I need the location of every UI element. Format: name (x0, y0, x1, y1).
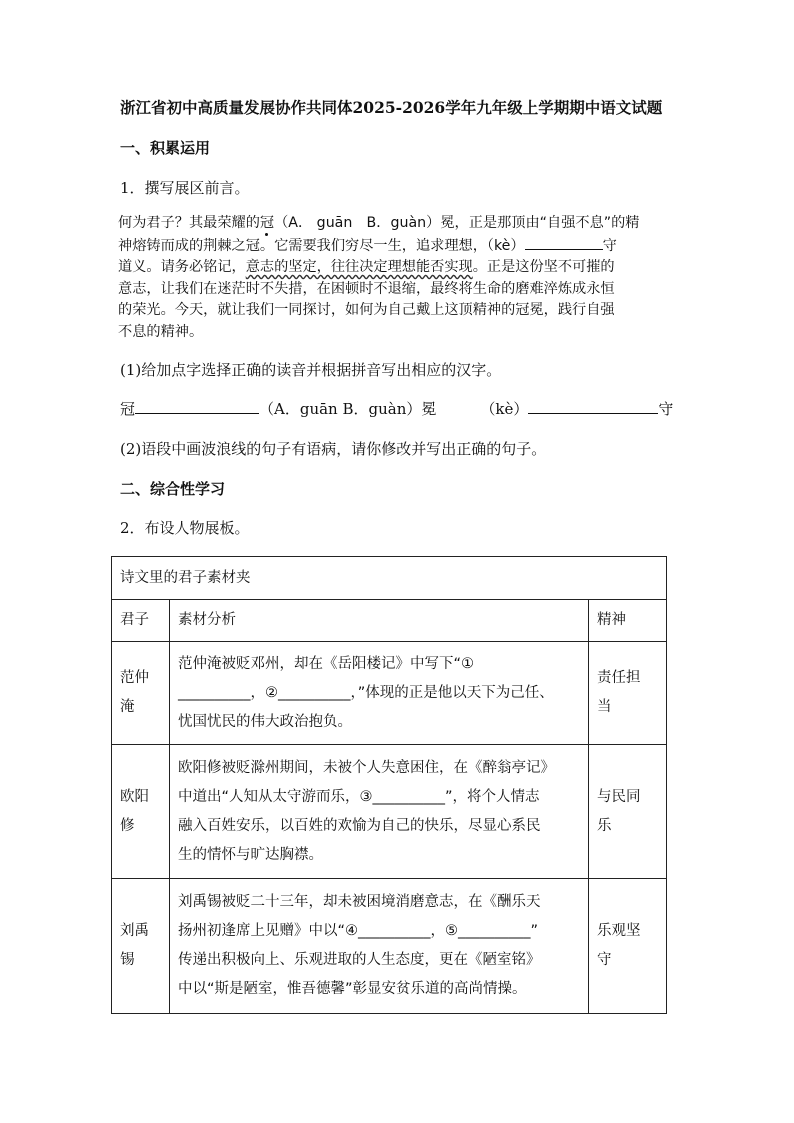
analysis-cell: 刘禹锡被贬二十三年，却未被困境消磨意志，在《酬乐天 扬州初逢席上见赠》中以“④__________，⑤__________” 传递出积极向上、乐观进取的人生态度，更在《陋室铭》 中以“斯是陋室，惟吾德馨”彰显安贫乐道的高尚情操。 (170, 879, 589, 1014)
dotted-char-guan: 冠 (259, 215, 275, 231)
question-1-passage (118, 213, 678, 343)
passage-line-2: 神熔铸而成的荆棘之冠。它需要我们穷尽一生，追求理想，（kè） 守 (118, 235, 678, 258)
sub-question-2: (2)语段中画波浪线的句子有语病，请你修改并写出正确的句子。 (120, 440, 547, 458)
passage-line-5: 的荣光。今天，就让我们一同探讨，如何为自己戴上这顶精神的冠冕，践行自强 (118, 302, 615, 318)
sub-question-1: (1)给加点字选择正确的读音并根据拼音写出相应的汉字。 (120, 361, 502, 379)
material-table (111, 556, 667, 1014)
passage-line-3: 道义。请务必铭记，意志的坚定，往往决定理想能否实现。正是这份坚不可摧的 (118, 259, 615, 275)
answer-blank-pronunciation[interactable] (135, 399, 259, 414)
section-heading-comprehensive: 二、综合性学习 (120, 480, 226, 498)
passage-blank[interactable] (525, 235, 603, 250)
section-heading-accumulation: 一、积累运用 (120, 139, 211, 157)
fill-in-row: 冠 （A．guān B．guàn）冕 （kè） 守 (120, 400, 674, 418)
question-2-prompt: 2．布设人物展板。 (120, 519, 250, 537)
passage-line-6: 不息的精神。 (118, 323, 204, 340)
passage-line-4: 意志，让我们在迷茫时不失措，在困顿时不退缩，最终将生命的磨难淬炼成永恒 (118, 280, 615, 297)
passage-line-1: 何为君子？其最荣耀的冠（A． guān B．guàn）冕，正是那顶由“自强不息”的精 (118, 215, 640, 231)
header-spirit: 精神 (589, 600, 667, 642)
spirit-cell: 责任担 当 (589, 642, 667, 745)
analysis-cell: 欧阳修被贬滁州期间，未被个人失意困住，在《醉翁亭记》 中道出“人知从太守游而乐，③__________”，将个人情志 融入百姓安乐，以百姓的欢愉为自己的快乐，尽显心系民 生的情怀与旷达胸襟。 (170, 745, 589, 879)
person-name: 范仲 淹 (112, 642, 170, 745)
analysis-cell: 范仲淹被贬邓州，却在《岳阳楼记》中写下“① __________，②__________，”体现的正是他以天下为己任、 忧国忧民的伟大政治抱负。 (170, 642, 589, 745)
table-caption: 诗文里的君子素材夹 (112, 557, 667, 600)
header-gentleman: 君子 (112, 600, 170, 642)
person-name: 欧阳 修 (112, 745, 170, 879)
spirit-cell: 与民同 乐 (589, 745, 667, 879)
answer-blank-character[interactable] (528, 399, 658, 414)
person-name: 刘禹 锡 (112, 879, 170, 1014)
wavy-underlined-sentence: 意志的坚定，往往决定理想能否实现 (245, 259, 473, 275)
document-title: 浙江省初中高质量发展协作共同体2025-2026学年九年级上学期期中语文试题 (120, 98, 663, 117)
question-1-prompt: 1．撰写展区前言。 (120, 179, 250, 197)
table-row (112, 642, 667, 745)
table-row (112, 879, 667, 1014)
table-row (112, 745, 667, 879)
spirit-cell: 乐观坚 守 (589, 879, 667, 1014)
header-analysis: 素材分析 (170, 600, 589, 642)
